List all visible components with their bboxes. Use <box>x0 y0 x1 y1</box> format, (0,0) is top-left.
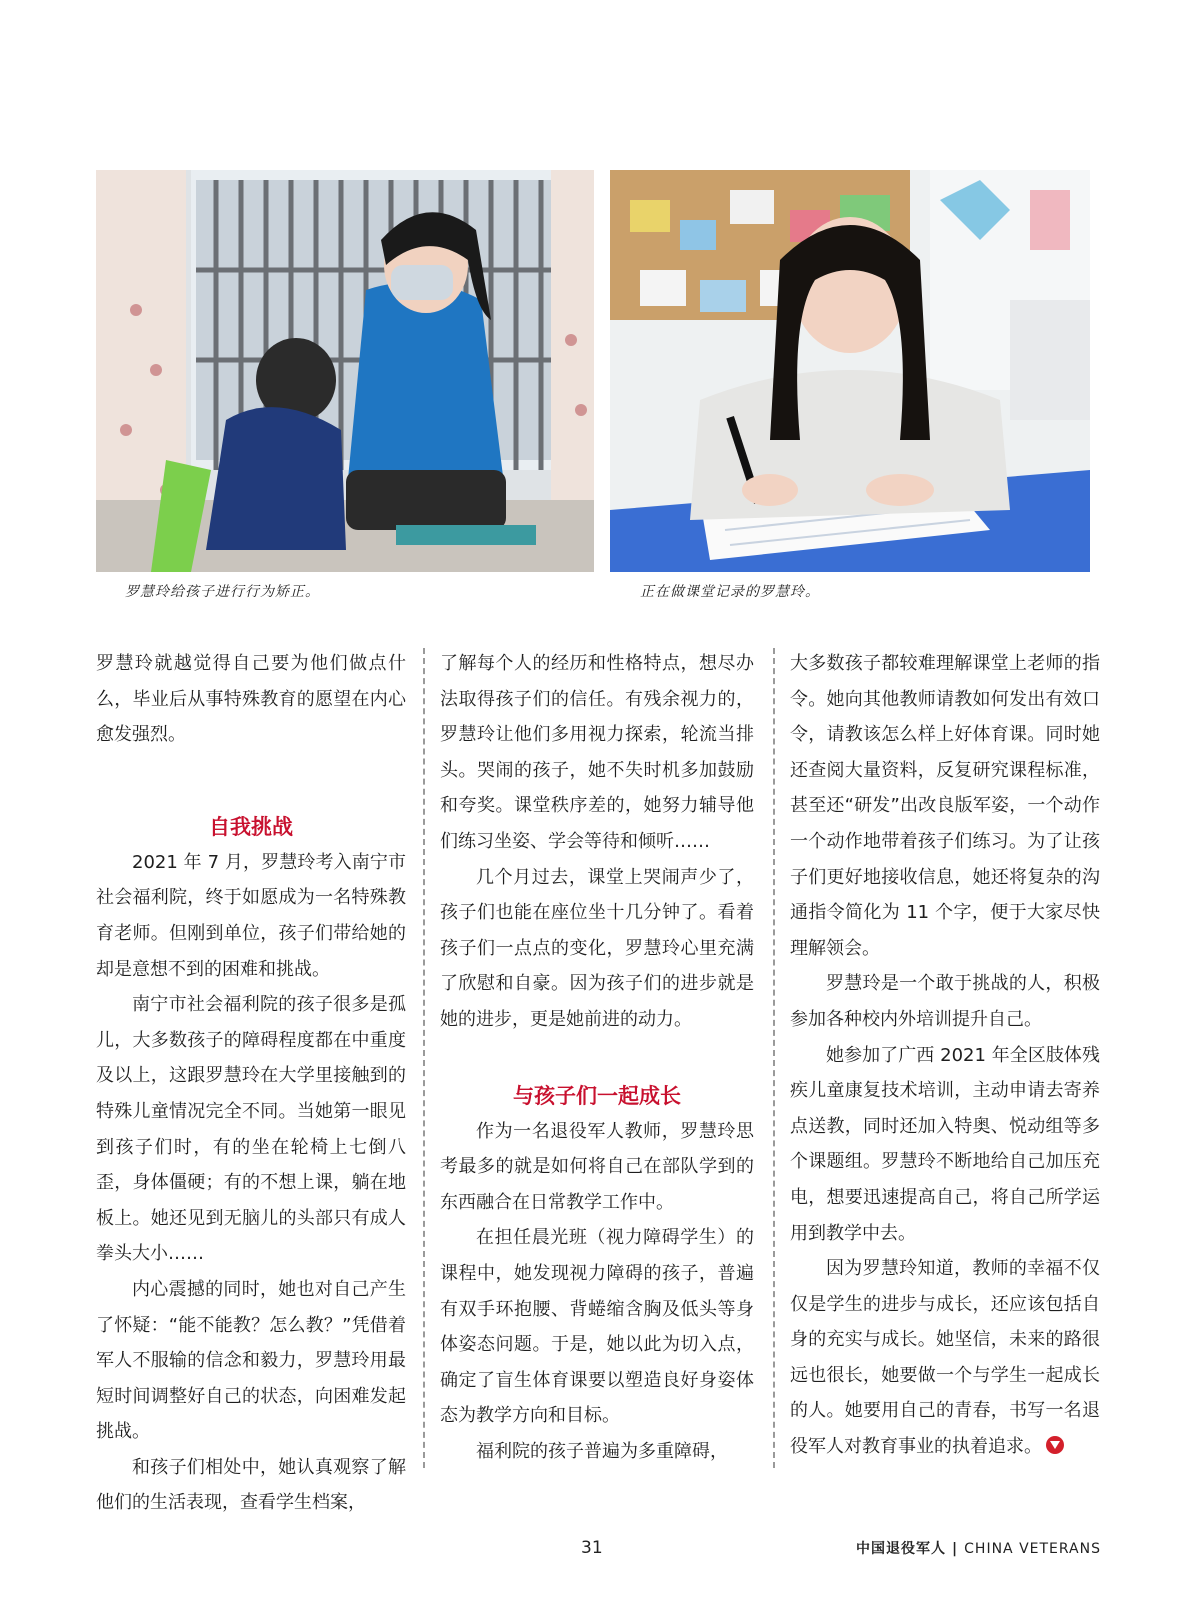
paragraph: 福利院的孩子普遍为多重障碍， <box>476 1440 728 1462</box>
photo-caption-left: 罗慧玲给孩子进行行为矫正。 <box>125 584 320 600</box>
photo-teacher-with-child <box>96 170 594 572</box>
paragraph: 作为一名退役军人教师，罗慧玲思考最多的就是如何将自己在部队学到的东西融合在日常教学工作中。 <box>440 1120 754 1213</box>
paragraph: 2021 年 7 月，罗慧玲考入南宁市社会福利院，终于如愿成为一名特殊教育老师。但刚到单位，孩子们带给她的却是意想不到的困难和挑战。 <box>96 851 406 980</box>
paragraph: 她参加了广西 2021 年全区肢体残疾儿童康复技术培训，主动申请去寄养点送教，同时还加入特奥、悦动组等多个课题组。罗慧玲不断地给自己加压充电，想要迅速提高自己，将自己所学运用到教学中去。 <box>790 1044 1100 1244</box>
text-column-3 <box>790 646 1100 1465</box>
paragraph: 内心震撼的同时，她也对自己产生了怀疑：“能不能教？怎么教？”凭借着军人不服输的信念和毅力，罗慧玲用最短时间调整好自己的状态，向困难发起挑战。 <box>96 1278 406 1443</box>
paragraph-final <box>790 1251 1100 1465</box>
paragraph: 大多数孩子都较难理解课堂上老师的指令。她向其他教师请教如何发出有效口令，请教该怎么样上好体育课。同时她还查阅大量资料，反复研究课程标准，甚至还“研发”出改良版军姿，一个动作一个动作地带着孩子们练习。为了让孩子们更好地接收信息，她还将复杂的沟通指令简化为 11 个字，便于大家尽快理解领会。 <box>790 653 1100 959</box>
paragraph: 罗慧玲就越觉得自己要为他们做点什么，毕业后从事特殊教育的愿望在内心愈发强烈。 <box>96 653 406 746</box>
paragraph: 在担任晨光班（视力障碍学生）的课程中，她发现视力障碍的孩子，普遍有双手环抱腰、背蜷缩含胸及低头等身体姿态问题。于是，她以此为切入点，确定了盲生体育课要以塑造良好身姿体态为教学方向和目标。 <box>440 1227 754 1427</box>
photo-caption-right: 正在做课堂记录的罗慧玲。 <box>640 584 820 600</box>
paragraph: 南宁市社会福利院的孩子很多是孤儿，大多数孩子的障碍程度都在中重度及以上，这跟罗慧玲在大学里接触到的特殊儿童情况完全不同。当她第一眼见到孩子们时，有的坐在轮椅上七倒八歪，身体僵硬；有的不想上课，躺在地板上。她还见到无脑儿的头部只有成人拳头大小…… <box>96 994 406 1265</box>
text-column-1 <box>96 646 406 1521</box>
column-divider <box>423 648 425 1468</box>
section-heading-grow-together: 与孩子们一起成长 <box>513 1083 681 1108</box>
paragraph: 了解每个人的经历和性格特点，想尽办法取得孩子们的信任。有残余视力的，罗慧玲让他们多用视力探索，轮流当排头。哭闹的孩子，她不失时机多加鼓励和夸奖。课堂秩序差的，她努力辅导他们练习坐姿、学会等待和倾听…… <box>440 653 754 852</box>
photo-teacher-taking-notes <box>610 170 1090 572</box>
paragraph-final-text: 因为罗慧玲知道，教师的幸福不仅仅是学生的进步与成长，还应该包括自身的充实与成长。她坚信，未来的路很远也很长，她要做一个与学生一起成长的人。她要用自己的青春，书写一名退役军人对教育事业的执着追求。 <box>790 1258 1100 1458</box>
text-column-2 <box>440 646 754 1469</box>
end-mark-icon <box>1046 1436 1064 1454</box>
magazine-name-cn: 中国退役军人 <box>856 1541 947 1557</box>
paragraph: 罗慧玲是一个敢于挑战的人，积极参加各种校内外培训提升自己。 <box>790 973 1100 1030</box>
magazine-separator: | <box>952 1541 959 1557</box>
paragraph: 和孩子们相处中，她认真观察了解他们的生活表现，查看学生档案， <box>96 1456 406 1514</box>
section-heading-self-challenge: 自我挑战 <box>209 814 293 839</box>
magazine-name <box>856 1538 1101 1558</box>
page-number: 31 <box>581 1538 603 1558</box>
column-divider <box>773 648 775 1468</box>
paragraph: 几个月过去，课堂上哭闹声少了，孩子们也能在座位坐十几分钟了。看着孩子们一点点的变化，罗慧玲心里充满了欣慰和自豪。因为孩子们的进步就是她的进步，更是她前进的动力。 <box>440 866 754 1030</box>
magazine-name-en: CHINA VETERANS <box>964 1541 1101 1557</box>
